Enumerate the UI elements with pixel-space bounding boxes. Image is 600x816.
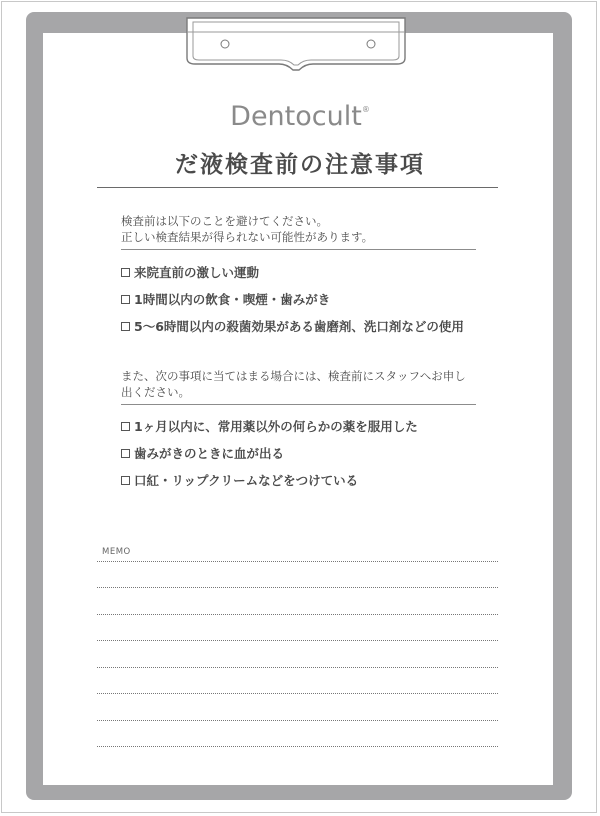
checkbox-icon[interactable] <box>121 268 130 277</box>
memo-line[interactable] <box>97 587 498 588</box>
checklist-item-label: 歯みがきのときに血が出る <box>134 446 285 461</box>
checkbox-icon[interactable] <box>121 476 130 485</box>
memo-line[interactable] <box>97 667 498 668</box>
intro-line: 正しい検査結果が得られない可能性があります。 <box>121 230 374 244</box>
checkbox-icon[interactable] <box>121 422 130 431</box>
section1-intro <box>121 213 481 245</box>
memo-line[interactable] <box>97 614 498 615</box>
section2-divider <box>121 404 476 405</box>
checklist-item <box>121 471 358 489</box>
brand-logo <box>0 101 600 132</box>
checklist-item-label: 来院直前の激しい運動 <box>134 265 260 280</box>
checkbox-icon[interactable] <box>121 322 130 331</box>
intro-line: また、次の事項に当てはまる場合には、検査前にスタッフへお申し <box>121 369 466 383</box>
checkbox-icon[interactable] <box>121 449 130 458</box>
title-divider <box>97 187 498 188</box>
section1-divider <box>121 249 476 250</box>
memo-line[interactable] <box>97 720 498 721</box>
checkbox-icon[interactable] <box>121 295 130 304</box>
checklist-item <box>121 317 464 335</box>
checklist-item-label: 口紅・リップクリームなどをつけている <box>134 473 359 488</box>
checklist-item <box>121 263 259 281</box>
page-title: だ液検査前の注意事項 <box>175 152 425 178</box>
checklist-item-label: 1時間以内の飲食・喫煙・歯みがき <box>134 292 331 307</box>
memo-line[interactable] <box>97 561 498 562</box>
checklist-item <box>121 417 418 435</box>
checklist-item <box>121 290 330 308</box>
memo-line[interactable] <box>97 746 498 747</box>
memo-line[interactable] <box>97 693 498 694</box>
memo-line[interactable] <box>97 640 498 641</box>
checklist-item <box>121 444 284 462</box>
checklist-item-label: 1ヶ月以内に、常用薬以外の何らかの薬を服用した <box>134 419 418 434</box>
checklist-item-label: 5～6時間以内の殺菌効果がある歯磨剤、洗口剤などの使用 <box>134 319 464 334</box>
registered-mark: ® <box>361 105 370 114</box>
clip-icon <box>181 14 411 72</box>
memo-label: MEMO <box>102 547 131 557</box>
intro-line: 出ください。 <box>121 385 190 399</box>
intro-line: 検査前は以下のことを避けてください。 <box>121 214 328 228</box>
section2-intro <box>121 368 481 400</box>
brand-name: Dentocult <box>230 101 362 132</box>
